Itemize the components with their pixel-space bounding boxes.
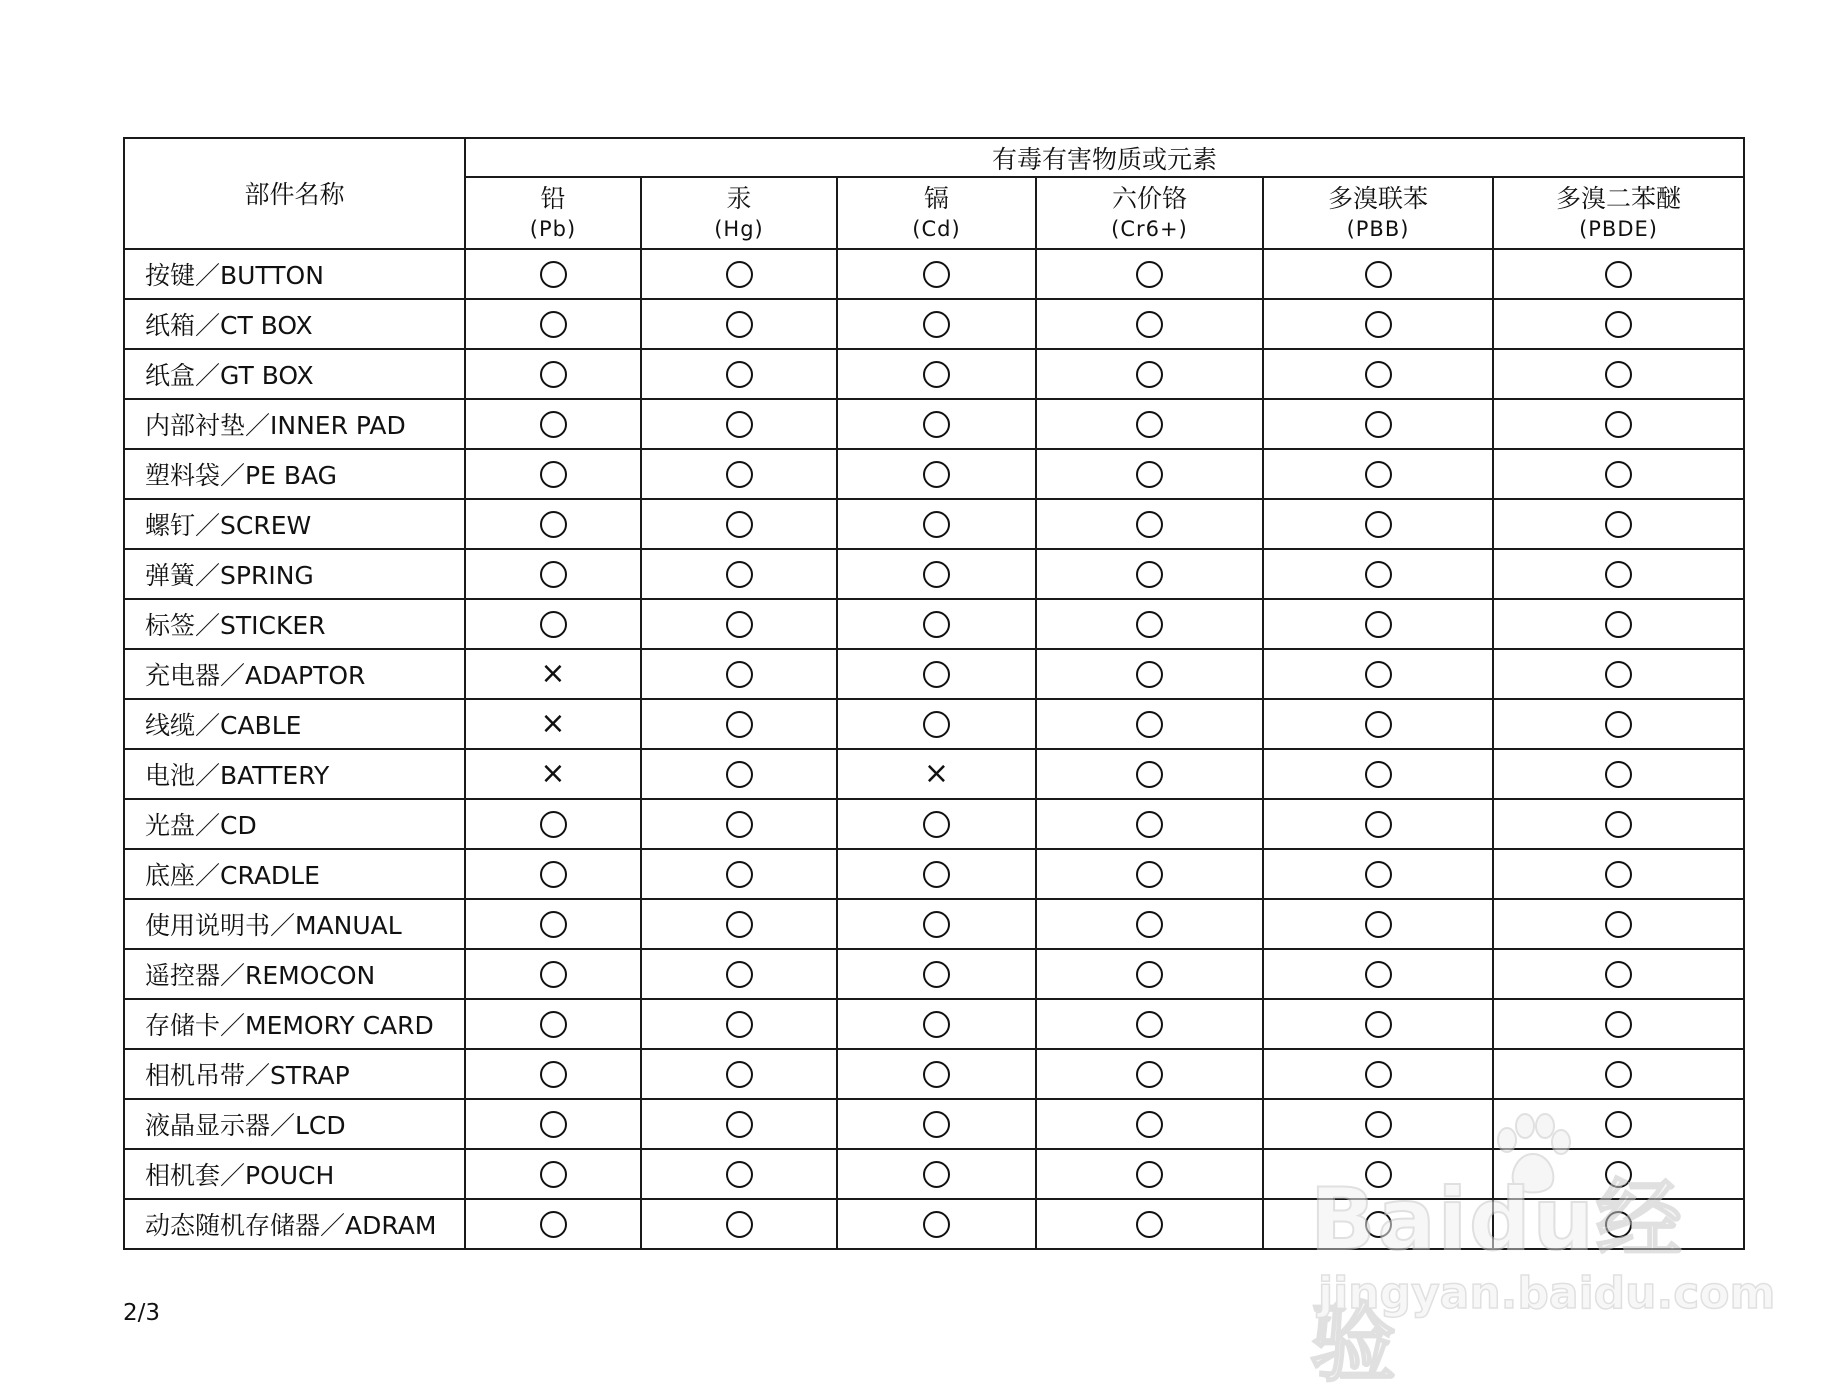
table-row xyxy=(124,899,1744,949)
circle-mark-icon xyxy=(1136,561,1163,588)
part-name-cell: 电池／BATTERY xyxy=(124,749,465,799)
part-name-cell: 充电器／ADAPTOR xyxy=(124,649,465,699)
substance-mark-cell xyxy=(1036,899,1263,949)
substance-mark-cell xyxy=(641,949,837,999)
table-row xyxy=(124,999,1744,1049)
circle-mark-icon xyxy=(1605,311,1632,338)
circle-mark-icon xyxy=(1136,611,1163,638)
circle-mark-icon xyxy=(1365,761,1392,788)
circle-mark-icon xyxy=(540,1161,567,1188)
substance-mark-cell xyxy=(1263,849,1493,899)
substance-mark-cell xyxy=(465,1049,641,1099)
circle-mark-icon xyxy=(726,911,753,938)
substance-mark-cell xyxy=(1036,299,1263,349)
table-row xyxy=(124,949,1744,999)
substance-mark-cell xyxy=(837,649,1036,699)
substance-mark-cell xyxy=(1036,999,1263,1049)
substance-mark-cell xyxy=(641,899,837,949)
cross-mark-icon: × xyxy=(923,756,950,791)
circle-mark-icon xyxy=(540,961,567,988)
circle-mark-icon xyxy=(1365,411,1392,438)
part-name-cell: 光盘／CD xyxy=(124,799,465,849)
circle-mark-icon xyxy=(1136,461,1163,488)
cross-mark-icon: × xyxy=(540,706,566,741)
part-name-cell: 动态随机存储器／ADRAM xyxy=(124,1199,465,1249)
substance-name-cn: 汞 xyxy=(726,184,752,213)
circle-mark-icon xyxy=(726,511,753,538)
substance-mark-cell xyxy=(1036,499,1263,549)
substance-mark-cell xyxy=(465,549,641,599)
substance-mark-cell xyxy=(837,1099,1036,1149)
watermark-url-text: jingyan.baidu.com xyxy=(1318,1268,1776,1319)
substance-mark-cell xyxy=(1493,849,1744,899)
substance-mark-cell xyxy=(465,749,641,799)
substance-mark-cell xyxy=(1263,649,1493,699)
substance-mark-cell xyxy=(1263,999,1493,1049)
substance-header-4 xyxy=(1263,177,1493,249)
substance-mark-cell xyxy=(641,1099,837,1149)
substance-symbol: (PBB) xyxy=(1346,217,1410,241)
substance-mark-cell xyxy=(1036,849,1263,899)
circle-mark-icon xyxy=(726,261,753,288)
substance-mark-cell xyxy=(641,749,837,799)
circle-mark-icon xyxy=(726,861,753,888)
cross-mark-icon: × xyxy=(540,756,566,791)
circle-mark-icon xyxy=(1136,911,1163,938)
circle-mark-icon xyxy=(1136,1111,1163,1138)
circle-mark-icon xyxy=(1136,411,1163,438)
substance-header-2 xyxy=(837,177,1036,249)
circle-mark-icon xyxy=(1136,961,1163,988)
circle-mark-icon xyxy=(1136,261,1163,288)
part-name-cell: 线缆／CABLE xyxy=(124,699,465,749)
circle-mark-icon xyxy=(726,611,753,638)
circle-mark-icon xyxy=(1605,811,1632,838)
substance-mark-cell xyxy=(1493,899,1744,949)
circle-mark-icon xyxy=(1605,461,1632,488)
table-row xyxy=(124,849,1744,899)
substance-mark-cell xyxy=(465,299,641,349)
substance-mark-cell xyxy=(465,799,641,849)
substance-mark-cell xyxy=(641,999,837,1049)
substance-mark-cell xyxy=(1036,949,1263,999)
part-name-cell: 液晶显示器／LCD xyxy=(124,1099,465,1149)
circle-mark-icon xyxy=(1365,611,1392,638)
circle-mark-icon xyxy=(540,261,567,288)
substance-symbol: (PBDE) xyxy=(1579,217,1658,241)
substance-mark-cell xyxy=(641,1199,837,1249)
watermark-main-text: Baidu经验 xyxy=(1310,1170,1684,1394)
substance-mark-cell xyxy=(1263,899,1493,949)
circle-mark-icon xyxy=(923,311,950,338)
substance-mark-cell xyxy=(837,499,1036,549)
substance-mark-cell xyxy=(465,599,641,649)
circle-mark-icon xyxy=(923,611,950,638)
circle-mark-icon xyxy=(1136,661,1163,688)
circle-mark-icon xyxy=(540,811,567,838)
substance-mark-cell xyxy=(837,1199,1036,1249)
substance-mark-cell xyxy=(837,599,1036,649)
substance-mark-cell xyxy=(1493,799,1744,849)
substance-mark-cell xyxy=(1493,349,1744,399)
substance-name-cn: 铅 xyxy=(540,184,566,213)
circle-mark-icon xyxy=(1136,761,1163,788)
table-row xyxy=(124,449,1744,499)
substance-mark-cell xyxy=(1263,799,1493,849)
circle-mark-icon xyxy=(540,1111,567,1138)
circle-mark-icon xyxy=(1365,961,1392,988)
substance-mark-cell xyxy=(1263,399,1493,449)
circle-mark-icon xyxy=(540,561,567,588)
substance-mark-cell xyxy=(837,899,1036,949)
circle-mark-icon xyxy=(1365,261,1392,288)
circle-mark-icon xyxy=(1136,1161,1163,1188)
circle-mark-icon xyxy=(923,511,950,538)
circle-mark-icon xyxy=(1605,1011,1632,1038)
circle-mark-icon xyxy=(1136,361,1163,388)
cross-mark-icon: × xyxy=(540,656,566,691)
substance-mark-cell xyxy=(837,249,1036,299)
circle-mark-icon xyxy=(1136,811,1163,838)
circle-mark-icon xyxy=(1365,511,1392,538)
substance-name-cn: 六价铬 xyxy=(1111,184,1187,213)
substance-symbol: (Hg) xyxy=(714,217,764,241)
circle-mark-icon xyxy=(540,1011,567,1038)
circle-mark-icon xyxy=(726,461,753,488)
circle-mark-icon xyxy=(1365,1061,1392,1088)
substance-mark-cell xyxy=(1263,499,1493,549)
table-row xyxy=(124,749,1744,799)
circle-mark-icon xyxy=(1605,361,1632,388)
part-name-cell: 相机套／POUCH xyxy=(124,1149,465,1199)
substance-mark-cell xyxy=(641,349,837,399)
substance-mark-cell xyxy=(1493,399,1744,449)
part-name-cell: 纸盒／GT BOX xyxy=(124,349,465,399)
circle-mark-icon xyxy=(540,511,567,538)
part-name-cell: 存储卡／MEMORY CARD xyxy=(124,999,465,1049)
substance-mark-cell xyxy=(1036,599,1263,649)
substance-mark-cell xyxy=(1493,499,1744,549)
circle-mark-icon xyxy=(1605,411,1632,438)
substance-mark-cell xyxy=(1493,649,1744,699)
table-row xyxy=(124,399,1744,449)
substance-mark-cell xyxy=(641,1049,837,1099)
circle-mark-icon xyxy=(923,811,950,838)
circle-mark-icon xyxy=(923,411,950,438)
substance-symbol: (Cr6+) xyxy=(1111,217,1188,241)
part-name-cell: 遥控器／REMOCON xyxy=(124,949,465,999)
substance-mark-cell xyxy=(1036,649,1263,699)
circle-mark-icon xyxy=(1365,661,1392,688)
circle-mark-icon xyxy=(1136,861,1163,888)
substance-mark-cell xyxy=(837,349,1036,399)
circle-mark-icon xyxy=(540,911,567,938)
substance-mark-cell xyxy=(465,449,641,499)
substance-mark-cell xyxy=(465,999,641,1049)
substance-mark-cell xyxy=(1263,749,1493,799)
circle-mark-icon xyxy=(726,1211,753,1238)
part-name-cell: 标签／STICKER xyxy=(124,599,465,649)
substance-header-0 xyxy=(465,177,641,249)
circle-mark-icon xyxy=(1365,861,1392,888)
table-row xyxy=(124,649,1744,699)
circle-mark-icon xyxy=(1365,1011,1392,1038)
substance-mark-cell xyxy=(641,699,837,749)
substance-header-5 xyxy=(1493,177,1744,249)
circle-mark-icon xyxy=(540,611,567,638)
circle-mark-icon xyxy=(1605,661,1632,688)
substance-mark-cell xyxy=(837,849,1036,899)
substance-mark-cell xyxy=(641,499,837,549)
substance-mark-cell xyxy=(465,1149,641,1199)
substance-mark-cell xyxy=(1263,449,1493,499)
table-row xyxy=(124,349,1744,399)
part-name-cell: 内部衬垫／INNER PAD xyxy=(124,399,465,449)
substance-mark-cell xyxy=(1036,349,1263,399)
table-row xyxy=(124,499,1744,549)
substance-mark-cell xyxy=(1493,249,1744,299)
circle-mark-icon xyxy=(540,1061,567,1088)
circle-mark-icon xyxy=(540,411,567,438)
circle-mark-icon xyxy=(726,411,753,438)
substance-mark-cell xyxy=(1036,399,1263,449)
substance-mark-cell xyxy=(1036,449,1263,499)
part-name-cell: 相机吊带／STRAP xyxy=(124,1049,465,1099)
table-row xyxy=(124,699,1744,749)
circle-mark-icon xyxy=(1605,561,1632,588)
table-row xyxy=(124,249,1744,299)
substance-mark-cell xyxy=(1263,299,1493,349)
substance-mark-cell xyxy=(465,399,641,449)
substance-mark-cell xyxy=(641,399,837,449)
substance-mark-cell xyxy=(1263,249,1493,299)
circle-mark-icon xyxy=(726,1061,753,1088)
substance-mark-cell xyxy=(1036,1099,1263,1149)
circle-mark-icon xyxy=(1136,511,1163,538)
substance-mark-cell xyxy=(465,949,641,999)
circle-mark-icon xyxy=(1605,961,1632,988)
circle-mark-icon xyxy=(726,1161,753,1188)
circle-mark-icon xyxy=(1605,611,1632,638)
circle-mark-icon xyxy=(923,911,950,938)
substance-header-1 xyxy=(641,177,837,249)
circle-mark-icon xyxy=(1136,711,1163,738)
circle-mark-icon xyxy=(726,961,753,988)
substance-mark-cell xyxy=(1036,699,1263,749)
substance-mark-cell xyxy=(1036,749,1263,799)
substance-mark-cell xyxy=(837,699,1036,749)
substance-mark-cell xyxy=(641,599,837,649)
substance-mark-cell xyxy=(641,799,837,849)
circle-mark-icon xyxy=(1605,511,1632,538)
substance-symbol: (Cd) xyxy=(912,217,961,241)
circle-mark-icon xyxy=(540,361,567,388)
substance-mark-cell xyxy=(641,849,837,899)
substance-mark-cell xyxy=(837,749,1036,799)
part-name-cell: 纸箱／CT BOX xyxy=(124,299,465,349)
substance-mark-cell xyxy=(837,549,1036,599)
table-row xyxy=(124,1049,1744,1099)
substance-mark-cell xyxy=(465,1099,641,1149)
substance-mark-cell xyxy=(641,299,837,349)
circle-mark-icon xyxy=(1365,311,1392,338)
circle-mark-icon xyxy=(1136,311,1163,338)
circle-mark-icon xyxy=(923,861,950,888)
circle-mark-icon xyxy=(1365,361,1392,388)
circle-mark-icon xyxy=(923,961,950,988)
circle-mark-icon xyxy=(923,261,950,288)
substance-mark-cell xyxy=(837,949,1036,999)
circle-mark-icon xyxy=(1605,261,1632,288)
substance-mark-cell xyxy=(837,1049,1036,1099)
circle-mark-icon xyxy=(1365,461,1392,488)
substance-mark-cell xyxy=(1493,949,1744,999)
substance-mark-cell xyxy=(1263,1049,1493,1099)
circle-mark-icon xyxy=(1365,911,1392,938)
substance-mark-cell xyxy=(641,549,837,599)
substance-symbol: (Pb) xyxy=(529,217,577,241)
circle-mark-icon xyxy=(1136,1211,1163,1238)
circle-mark-icon xyxy=(1605,1061,1632,1088)
substance-mark-cell xyxy=(837,799,1036,849)
circle-mark-icon xyxy=(1605,911,1632,938)
substance-mark-cell xyxy=(1036,799,1263,849)
substance-mark-cell xyxy=(837,449,1036,499)
circle-mark-icon xyxy=(1605,861,1632,888)
table-row xyxy=(124,599,1744,649)
substance-mark-cell xyxy=(641,649,837,699)
hazardous-substances-table xyxy=(123,137,1745,1250)
substance-name-cn: 镉 xyxy=(923,184,949,213)
substance-mark-cell xyxy=(1493,999,1744,1049)
part-name-cell: 底座／CRADLE xyxy=(124,849,465,899)
substance-mark-cell xyxy=(1493,549,1744,599)
circle-mark-icon xyxy=(726,811,753,838)
substance-mark-cell xyxy=(837,1149,1036,1199)
substance-mark-cell xyxy=(1493,749,1744,799)
table-row xyxy=(124,799,1744,849)
substance-mark-cell xyxy=(1493,599,1744,649)
substance-mark-cell xyxy=(1036,1149,1263,1199)
circle-mark-icon xyxy=(1136,1011,1163,1038)
substance-mark-cell xyxy=(1493,699,1744,749)
substance-mark-cell xyxy=(1036,549,1263,599)
substance-group-header: 有毒有害物质或元素 xyxy=(465,138,1744,177)
circle-mark-icon xyxy=(1365,561,1392,588)
page-number: 2/3 xyxy=(123,1300,161,1326)
circle-mark-icon xyxy=(726,561,753,588)
substance-mark-cell xyxy=(465,899,641,949)
circle-mark-icon xyxy=(923,661,950,688)
substance-mark-cell xyxy=(641,1149,837,1199)
substance-mark-cell xyxy=(1036,1199,1263,1249)
circle-mark-icon xyxy=(726,361,753,388)
substance-mark-cell xyxy=(465,499,641,549)
part-name-cell: 使用说明书／MANUAL xyxy=(124,899,465,949)
circle-mark-icon xyxy=(923,1011,950,1038)
substance-mark-cell xyxy=(1036,1049,1263,1099)
part-name-header: 部件名称 xyxy=(124,138,465,249)
circle-mark-icon xyxy=(923,1111,950,1138)
baidu-watermark xyxy=(1310,1110,1776,1394)
circle-mark-icon xyxy=(726,1111,753,1138)
substance-mark-cell xyxy=(1036,249,1263,299)
circle-mark-icon xyxy=(726,711,753,738)
substance-mark-cell xyxy=(465,699,641,749)
substance-header-3 xyxy=(1036,177,1263,249)
circle-mark-icon xyxy=(540,461,567,488)
table-row xyxy=(124,549,1744,599)
substance-mark-cell xyxy=(641,449,837,499)
substance-mark-cell xyxy=(1263,349,1493,399)
table-row xyxy=(124,299,1744,349)
substance-mark-cell xyxy=(837,999,1036,1049)
circle-mark-icon xyxy=(540,861,567,888)
circle-mark-icon xyxy=(923,1161,950,1188)
circle-mark-icon xyxy=(540,311,567,338)
circle-mark-icon xyxy=(923,461,950,488)
substance-mark-cell xyxy=(1263,949,1493,999)
circle-mark-icon xyxy=(923,1211,950,1238)
circle-mark-icon xyxy=(726,311,753,338)
substance-mark-cell xyxy=(1493,299,1744,349)
circle-mark-icon xyxy=(1365,711,1392,738)
substance-name-cn: 多溴二苯醚 xyxy=(1556,184,1682,213)
part-name-cell: 按键／BUTTON xyxy=(124,249,465,299)
circle-mark-icon xyxy=(1136,1061,1163,1088)
substance-mark-cell xyxy=(465,849,641,899)
circle-mark-icon xyxy=(923,1061,950,1088)
circle-mark-icon xyxy=(923,561,950,588)
substance-mark-cell xyxy=(465,649,641,699)
circle-mark-icon xyxy=(726,661,753,688)
substance-mark-cell xyxy=(837,399,1036,449)
substance-mark-cell xyxy=(1493,1049,1744,1099)
substance-name-cn: 多溴联苯 xyxy=(1327,184,1428,213)
circle-mark-icon xyxy=(1605,761,1632,788)
table-body xyxy=(124,249,1744,1249)
substance-mark-cell xyxy=(1263,599,1493,649)
substance-mark-cell xyxy=(1263,699,1493,749)
circle-mark-icon xyxy=(540,1211,567,1238)
circle-mark-icon xyxy=(923,361,950,388)
part-name-cell: 螺钉／SCREW xyxy=(124,499,465,549)
substance-mark-cell xyxy=(465,1199,641,1249)
substance-mark-cell xyxy=(465,349,641,399)
substance-mark-cell xyxy=(465,249,641,299)
circle-mark-icon xyxy=(1605,711,1632,738)
part-name-cell: 弹簧／SPRING xyxy=(124,549,465,599)
circle-mark-icon xyxy=(1365,811,1392,838)
substance-mark-cell xyxy=(837,299,1036,349)
substance-mark-cell xyxy=(1263,549,1493,599)
substance-mark-cell xyxy=(641,249,837,299)
circle-mark-icon xyxy=(923,711,950,738)
part-name-cell: 塑料袋／PE BAG xyxy=(124,449,465,499)
circle-mark-icon xyxy=(726,1011,753,1038)
circle-mark-icon xyxy=(726,761,753,788)
substance-mark-cell xyxy=(1493,449,1744,499)
